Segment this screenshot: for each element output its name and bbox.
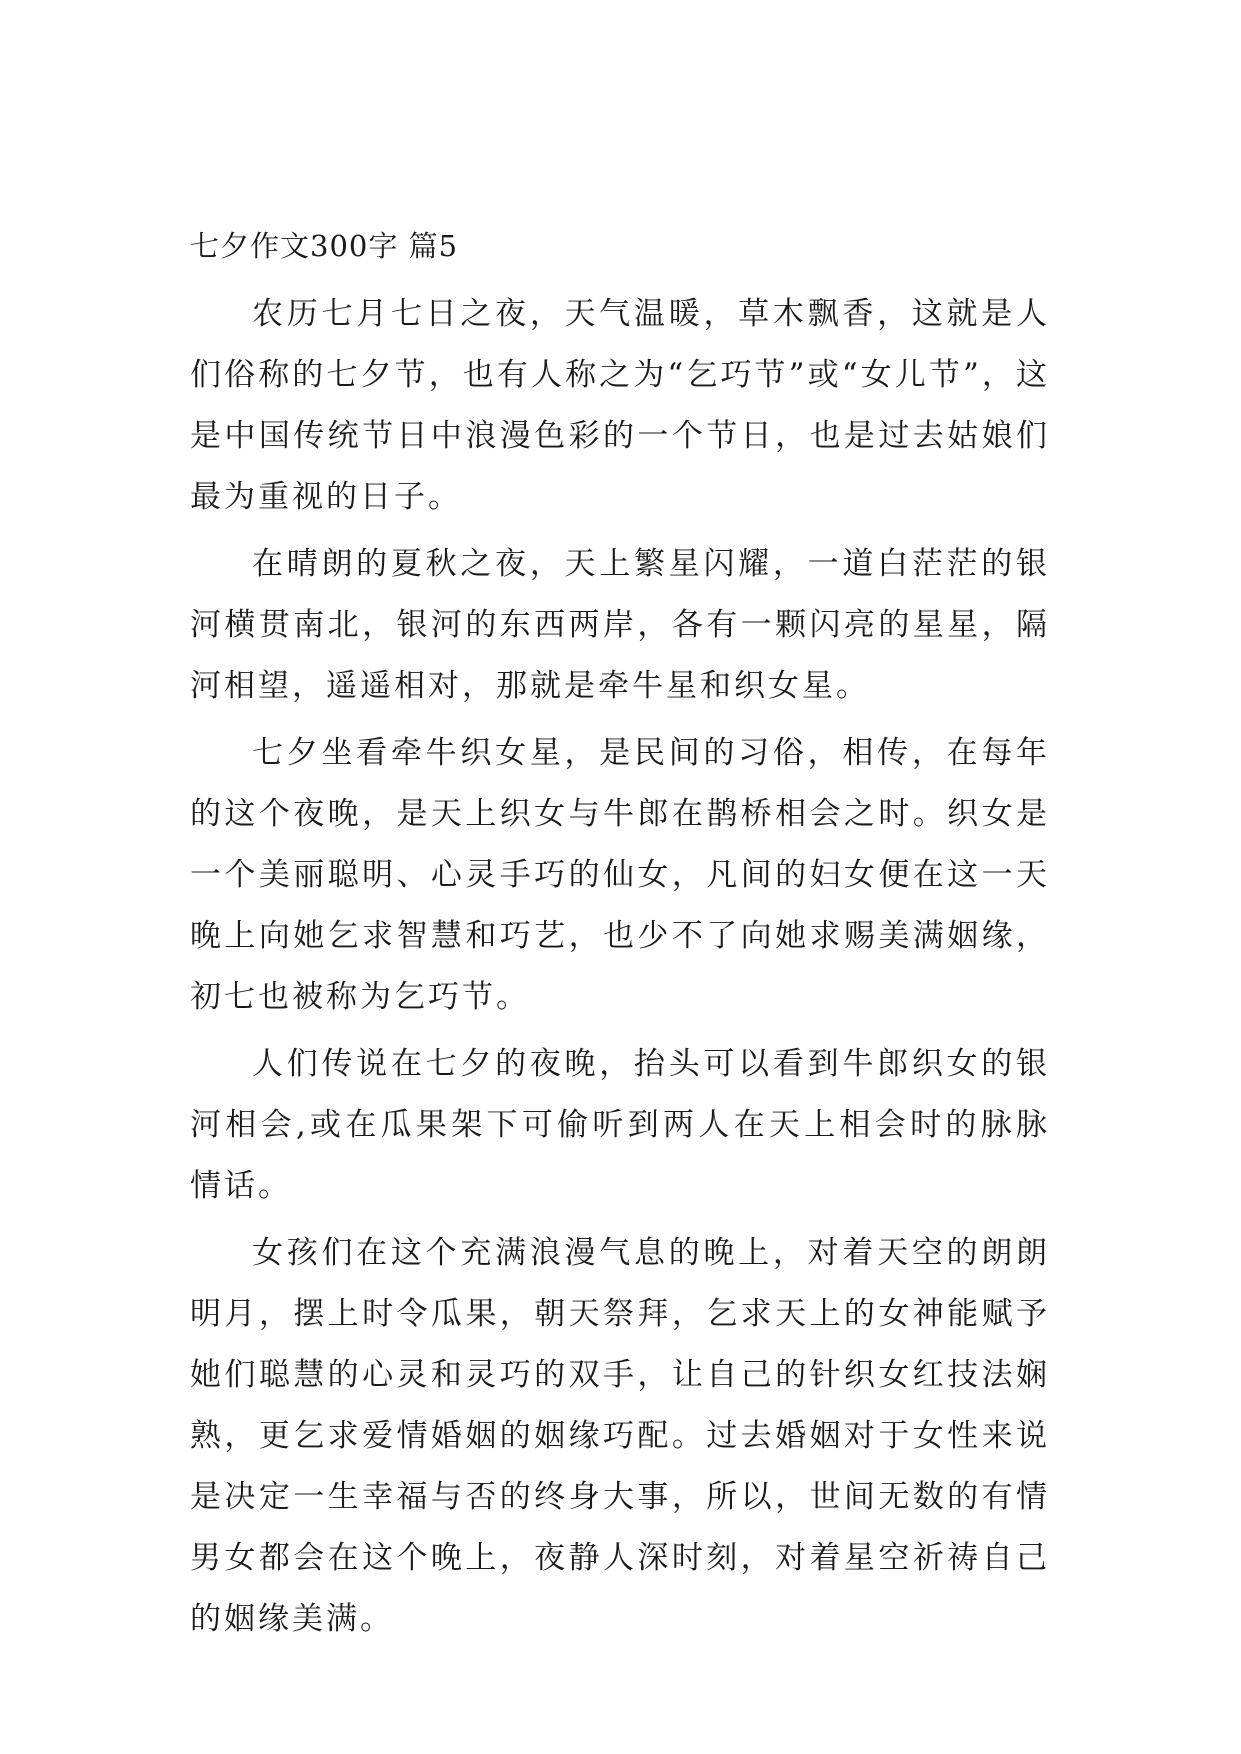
paragraph: 女孩们在这个充满浪漫气息的晚上，对着天空的朗朗明月，摆上时令瓜果，朝天祭拜，乞求天上的女神能赋予她们聪慧的心灵和灵巧的双手，让自己的针织女红技法娴熟，更乞求爱情婚姻的姻缘巧配。过去婚姻对于女性来说是决定一生幸福与否的终身大事，所以，世间无数的有情男女都会在这个晚上，夜静人深时刻，对着星空祈祷自己的姻缘美满。 [190, 1235, 1050, 1637]
paragraph: 七夕坐看牵牛织女星，是民间的习俗，相传，在每年的这个夜晚，是天上织女与牛郎在鹊桥相会之时。织女是一个美丽聪明、心灵手巧的仙女，凡间的妇女便在这一天晚上向她乞求智慧和巧艺，也少不了向她求赐美满姻缘，初七也被称为乞巧节。 [190, 735, 1050, 1015]
document-title: 七夕作文300字 篇5 [190, 229, 459, 263]
paragraph: 农历七月七日之夜，天气温暖，草木飘香，这就是人们俗称的七夕节，也有人称之为“乞巧节”或“女儿节”，这是中国传统节日中浪漫色彩的一个节日，也是过去姑娘们最为重视的日子。 [190, 296, 1050, 515]
paragraph: 人们传说在七夕的夜晚，抬头可以看到牛郎织女的银河相会,或在瓜果架下可偷听到两人在天上相会时的脉脉情话。 [190, 1046, 1050, 1204]
document-page [190, 226, 1050, 1656]
paragraph: 在晴朗的夏秋之夜，天上繁星闪耀，一道白茫茫的银河横贯南北，银河的东西两岸，各有一颗闪亮的星星，隔河相望，遥遥相对，那就是牵牛星和织女星。 [190, 546, 1050, 704]
